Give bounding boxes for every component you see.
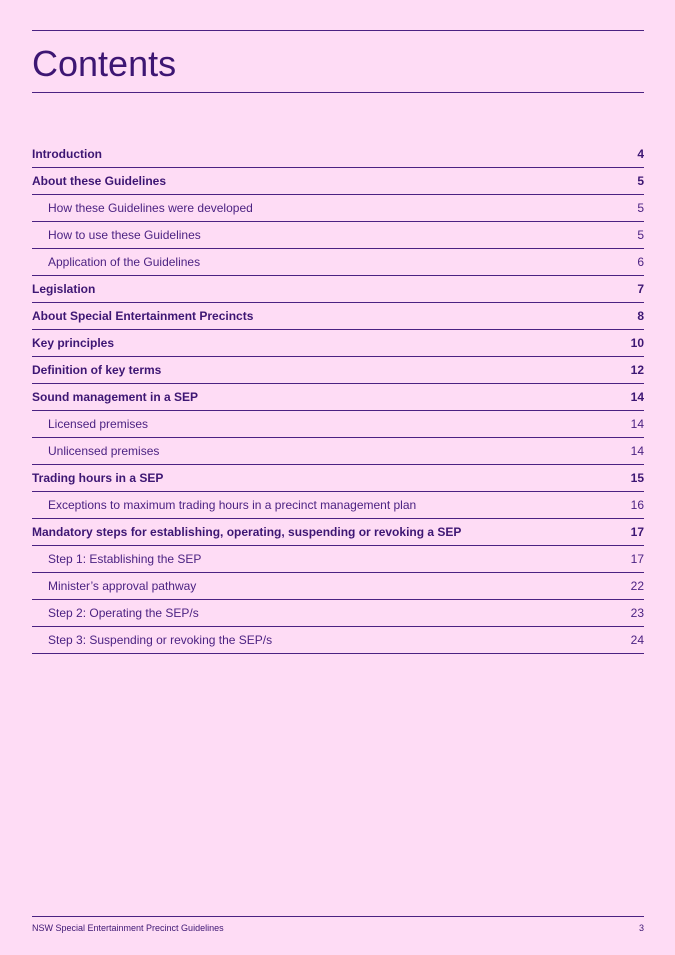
toc-row[interactable] xyxy=(32,168,644,195)
toc-entry-label: Exceptions to maximum trading hours in a precinct management plan xyxy=(48,498,417,512)
toc-entry-page: 17 xyxy=(630,552,644,566)
toc-entry-label: Definition of key terms xyxy=(32,363,162,377)
toc-row[interactable] xyxy=(32,249,644,276)
toc-entry-page: 8 xyxy=(637,309,644,323)
toc-row[interactable] xyxy=(32,546,644,573)
toc-entry-label: Application of the Guidelines xyxy=(48,255,201,269)
toc-entry-page: 12 xyxy=(630,363,644,377)
toc-entry-label: Introduction xyxy=(32,147,102,161)
toc-row[interactable] xyxy=(32,222,644,249)
toc-entry-label: Licensed premises xyxy=(48,417,149,431)
title-bottom-divider xyxy=(32,92,644,93)
toc-entry-page: 5 xyxy=(637,174,644,188)
footer-document-title: NSW Special Entertainment Precinct Guidelines xyxy=(32,923,224,933)
toc-entry-page: 24 xyxy=(630,633,644,647)
toc-entry-page: 6 xyxy=(637,255,644,269)
toc-entry-label: Step 1: Establishing the SEP xyxy=(48,552,202,566)
toc-row[interactable] xyxy=(32,330,644,357)
page-title: Contents xyxy=(32,43,177,84)
toc-entry-page: 15 xyxy=(630,471,644,485)
toc-entry-label: Step 3: Suspending or revoking the SEP/s xyxy=(48,633,273,647)
toc-entry-page: 22 xyxy=(630,579,644,593)
toc-entry-page: 10 xyxy=(630,336,644,350)
page-footer xyxy=(32,922,644,934)
footer-divider xyxy=(32,916,644,917)
toc-entry-label: Minister’s approval pathway xyxy=(48,579,197,593)
toc-row[interactable] xyxy=(32,519,644,546)
toc-entry-page: 17 xyxy=(630,525,644,539)
toc-entry-label: Mandatory steps for establishing, operating, suspending or revoking a SEP xyxy=(32,525,462,539)
toc-entry-page: 7 xyxy=(637,282,644,296)
toc-row[interactable] xyxy=(32,600,644,627)
toc-entry-label: About these Guidelines xyxy=(32,174,167,188)
toc-entry-label: How to use these Guidelines xyxy=(48,228,201,242)
toc-entry-label: Legislation xyxy=(32,282,96,296)
toc-row[interactable] xyxy=(32,438,644,465)
toc-entry-label: Key principles xyxy=(32,336,115,350)
toc-entry-page: 14 xyxy=(630,390,644,404)
title-top-divider xyxy=(32,30,644,31)
toc-entry-label: How these Guidelines were developed xyxy=(48,201,253,215)
toc-row[interactable] xyxy=(32,357,644,384)
toc-row[interactable] xyxy=(32,465,644,492)
toc-entry-label: Trading hours in a SEP xyxy=(32,471,164,485)
toc-entry-page: 5 xyxy=(637,228,644,242)
toc-entry-page: 14 xyxy=(630,417,644,431)
toc-row[interactable] xyxy=(32,303,644,330)
toc-row[interactable] xyxy=(32,384,644,411)
table-of-contents xyxy=(32,141,644,654)
toc-entry-page: 14 xyxy=(630,444,644,458)
toc-row[interactable] xyxy=(32,276,644,303)
document-page xyxy=(32,0,644,955)
footer-page-number: 3 xyxy=(638,923,644,933)
toc-entry-label: About Special Entertainment Precincts xyxy=(32,309,254,323)
toc-entry-label: Sound management in a SEP xyxy=(32,390,199,404)
toc-row[interactable] xyxy=(32,627,644,654)
toc-row[interactable] xyxy=(32,573,644,600)
toc-entry-label: Unlicensed premises xyxy=(48,444,160,458)
toc-entry-label: Step 2: Operating the SEP/s xyxy=(48,606,199,620)
toc-entry-page: 23 xyxy=(630,606,644,620)
toc-row[interactable] xyxy=(32,411,644,438)
toc-row[interactable] xyxy=(32,492,644,519)
toc-row[interactable] xyxy=(32,141,644,168)
toc-entry-page: 16 xyxy=(630,498,644,512)
toc-entry-page: 4 xyxy=(637,147,644,161)
toc-row[interactable] xyxy=(32,195,644,222)
toc-entry-page: 5 xyxy=(637,201,644,215)
